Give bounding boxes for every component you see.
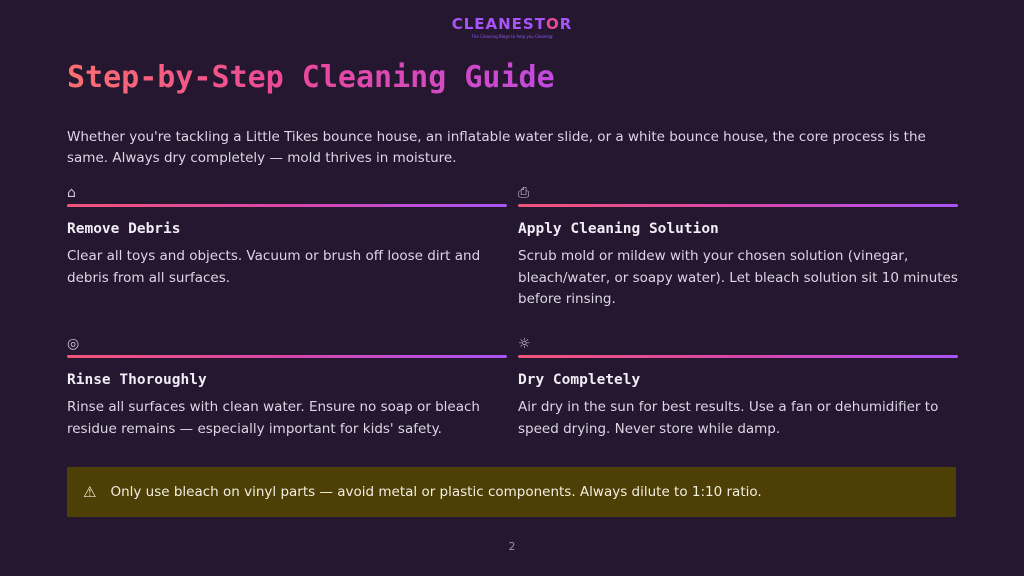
logo-wordmark — [452, 15, 573, 33]
step-remove-debris — [67, 184, 507, 289]
step-divider — [67, 204, 507, 207]
logo-text-end: R — [559, 15, 573, 33]
logo-text-main: CLEANEST — [451, 15, 546, 33]
brand-logo — [0, 14, 1024, 39]
broom-icon: ⌂ — [67, 185, 76, 201]
warning-icon: ⚠ — [83, 483, 97, 501]
step-title: Remove Debris — [67, 221, 181, 237]
step-apply-cleaning-solution — [518, 184, 958, 311]
step-description: Clear all toys and objects. Vacuum or brush off loose dirt and debris from all surfaces. — [67, 248, 481, 286]
step-title: Dry Completely — [518, 372, 641, 388]
sun-icon: ☼ — [518, 336, 531, 352]
warning-text: Only use bleach on vinyl parts — avoid metal or plastic components. Always dilute to 1:10 ratio. — [110, 484, 762, 500]
step-divider — [518, 204, 958, 207]
logo-tagline: The Cleaning Blogs to help you Cleaning — [471, 34, 553, 39]
step-description: Rinse all surfaces with clean water. Ensure no soap or bleach residue remains — especially important for kids' safety. — [67, 399, 480, 437]
slide-title: Step-by-Step Cleaning Guide — [67, 60, 555, 95]
step-rinse-thoroughly — [67, 335, 507, 440]
warning-callout — [67, 467, 956, 517]
step-title: Apply Cleaning Solution — [518, 221, 719, 237]
page-number: 2 — [508, 540, 516, 553]
intro-text: Whether you're tackling a Little Tikes bounce house, an inflatable water slide, or a white bounce house, the core process is the same. Always dry completely — mold thrives in moisture. — [67, 129, 926, 166]
step-description: Scrub mold or mildew with your chosen solution (vinegar, bleach/water, or soapy water). Let bleach solution sit 10 minutes before rinsing. — [518, 248, 958, 307]
spray-bottle-icon: ⎙ — [518, 185, 530, 201]
step-title: Rinse Thoroughly — [67, 372, 207, 388]
hose-icon: ◎ — [67, 336, 80, 352]
step-divider — [67, 355, 507, 358]
step-divider — [518, 355, 958, 358]
logo-text-accent: O — [545, 15, 560, 33]
step-dry-completely — [518, 335, 958, 440]
step-description: Air dry in the sun for best results. Use a fan or dehumidifier to speed drying. Never store while damp. — [518, 399, 939, 437]
